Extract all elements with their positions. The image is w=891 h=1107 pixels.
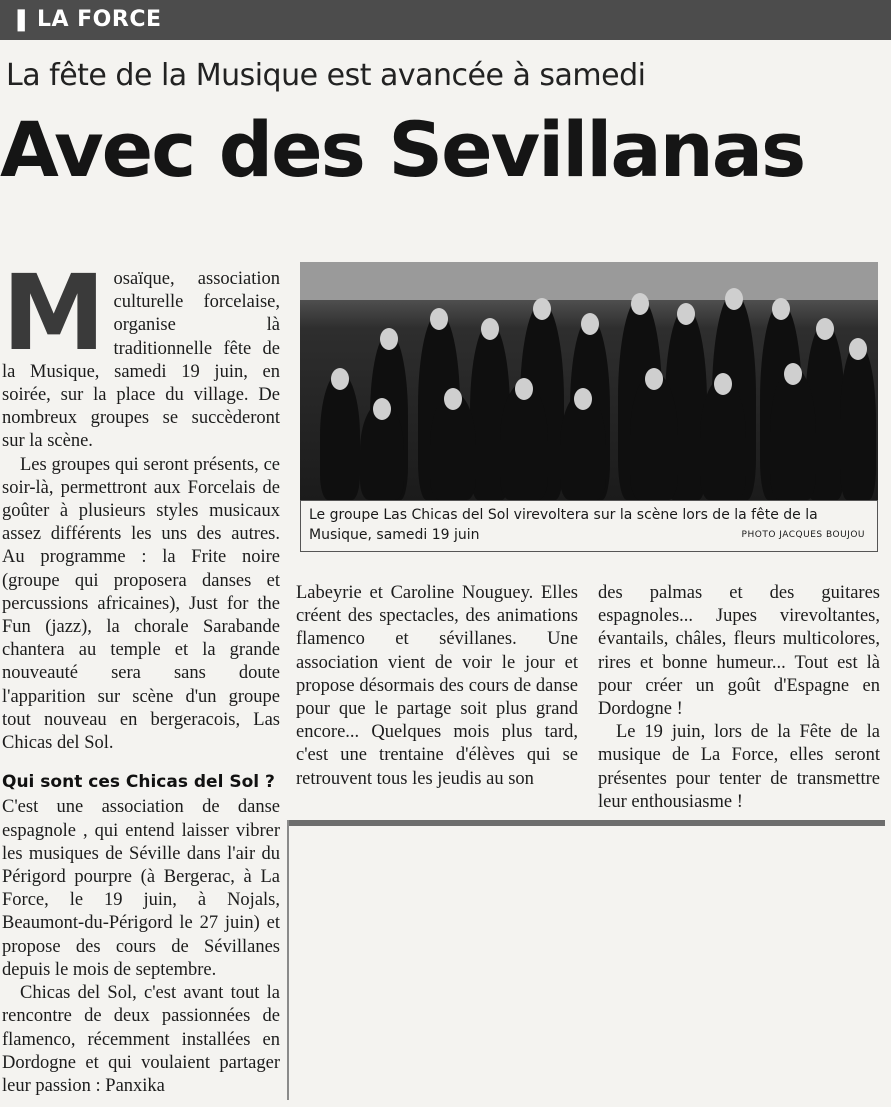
group-photo	[300, 262, 878, 500]
dancer-face	[581, 313, 599, 335]
dancer-face	[772, 298, 790, 320]
dancer-face	[784, 363, 802, 385]
photo-ceiling	[300, 262, 878, 300]
dancer-face	[380, 328, 398, 350]
dancer-face	[574, 388, 592, 410]
section-title: LA FORCE	[36, 7, 162, 32]
dancer-face	[444, 388, 462, 410]
horizontal-rule	[288, 820, 885, 826]
column-3-text-b: Le 19 juin, lors de la Fête de la musique de La Force, elles seront présentes pour tenter de transmettre leur enthousiasme !	[598, 722, 880, 812]
dancer-face	[849, 338, 867, 360]
article-column-2	[296, 582, 578, 791]
drop-cap: M	[2, 252, 106, 374]
dancer-silhouette	[770, 367, 816, 500]
dancer-face	[430, 308, 448, 330]
dancer-silhouette	[700, 377, 746, 500]
dancer-face	[816, 318, 834, 340]
paragraph-2: Les groupes qui seront présents, ce soir-là, permettront aux Forcelais de goûter à plusieurs styles musicaux assez différents les uns des autres. Au programme : la Frite noire (groupe qui proposera danses et percussions africaines), Just for the Fun (jazz), la chorale Sarabande chantera au temple et la grande nouveauté sera sans doute l'apparition sur scène d'un groupe tout nouveau en bergeracois, Las Chicas del Sol.	[2, 454, 280, 754]
article-column-1	[2, 252, 280, 1098]
caption-text: Le groupe Las Chicas del Sol virevoltera sur la scène lors de la fête de la Musique, samedi 19 juin	[309, 507, 818, 543]
dancer-face	[481, 318, 499, 340]
dancer-silhouette	[320, 372, 360, 500]
paragraph-3: C'est une association de danse espagnole , qui entend laisser vibrer les musiques de Séville dans l'air du Périgord pourpre (à Bergerac, à La Force, le 19 juin, à Nojals, Beaumont-du-Périgord le 27 juin) et propose des cours de Sévillanes depuis le mois de septembre.	[2, 797, 280, 980]
dancer-face	[515, 378, 533, 400]
dancer-silhouette	[840, 342, 876, 500]
dancer-face	[645, 368, 663, 390]
section-marker-icon: ❚	[12, 7, 31, 32]
dancer-face	[631, 293, 649, 315]
section-bar	[0, 0, 891, 40]
article-column-3	[598, 582, 880, 814]
paragraph-4: Chicas del Sol, c'est avant tout la rencontre de deux passionnées de flamenco, récemment installées en Dordogne et qui voulaient partager leur passion : Panxika	[2, 983, 280, 1096]
dancer-face	[533, 298, 551, 320]
vertical-rule	[287, 820, 289, 1100]
dancer-face	[331, 368, 349, 390]
column-2-text: Labeyrie et Caroline Nouguey. Elles créent des spectacles, des animations flamenco et sévillanes. Une association vient de voir le jour et propose désormais des cours de danse pour que le partage soit plus grand encore... Quelques mois plus tard, c'est une trentaine d'élèves qui se retrouvent tous les jeudis au son	[296, 583, 578, 789]
dancer-face	[373, 398, 391, 420]
dancer-silhouette	[630, 372, 678, 500]
photo-caption	[300, 500, 878, 552]
kicker: La fête de la Musique est avancée à samedi	[6, 58, 646, 93]
dancer-face	[677, 303, 695, 325]
lead-text: osaïque, association culturelle forcelaise, organise là traditionnelle fête de la Musique, samedi 19 juin, en soirée, sur la place du village. De nombreux groupes se succèderont sur la scène.	[2, 269, 280, 452]
column-3-text-a: des palmas et des guitares espagnoles... Jupes virevoltantes, évantails, châles, fleurs multicolores, rires et bonne humeur... Tout est là pour créer un goût d'Espagne en Dordogne !	[598, 583, 880, 720]
subheading: Qui sont ces Chicas del Sol ?	[2, 772, 275, 793]
dancer-face	[725, 288, 743, 310]
headline: Avec des Sevillanas	[0, 105, 805, 194]
dancer-face	[714, 373, 732, 395]
photo-credit: PHOTO JACQUES BOUJOU	[741, 530, 865, 540]
lead-paragraph	[2, 252, 280, 454]
